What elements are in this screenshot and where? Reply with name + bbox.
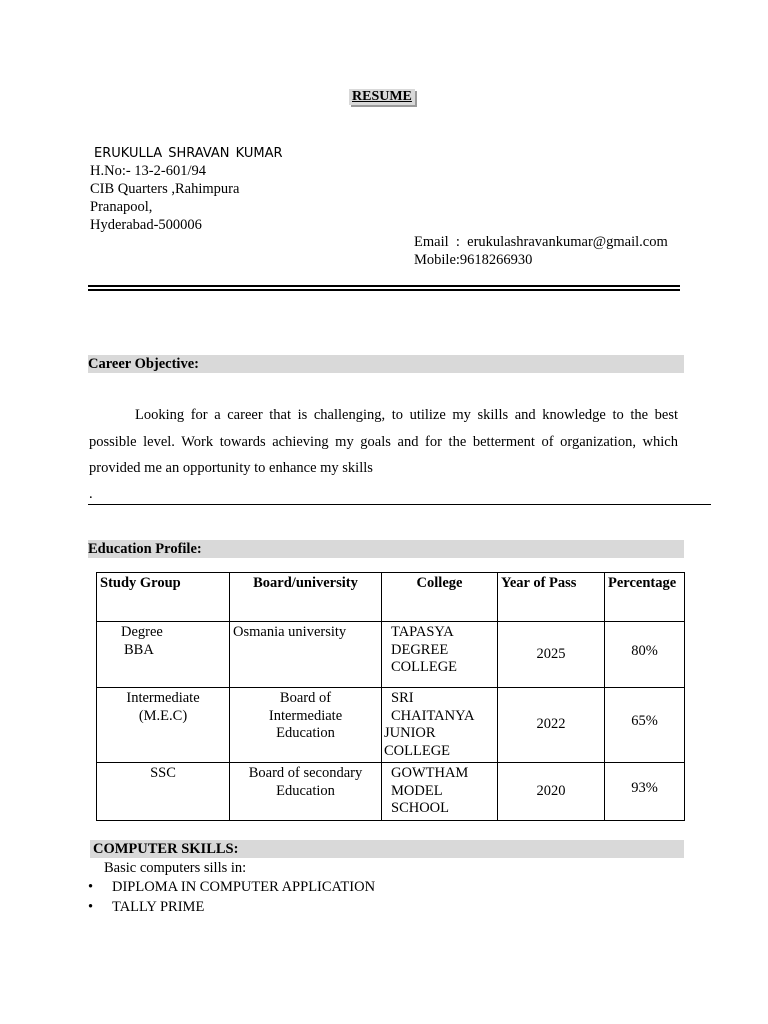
education-header-row [97, 573, 685, 622]
percentage-cell: 93% [605, 763, 685, 821]
study-group-cell: Intermediate (M.E.C) [97, 688, 230, 763]
email-line: Email : erukulashravankumar@gmail.com [414, 234, 668, 250]
education-table [96, 572, 685, 821]
year-cell: 2025 [498, 622, 605, 688]
study-group-cell: SSC [97, 763, 230, 821]
bullet-icon: • [88, 899, 94, 915]
header-college: College [382, 573, 498, 622]
percentage-cell: 65% [605, 688, 685, 763]
section-divider [88, 504, 711, 505]
college-cell: GOWTHAM MODEL SCHOOL [382, 763, 498, 821]
objective-trailing-dot: . [89, 486, 93, 502]
list-item: • DIPLOMA IN COMPUTER APPLICATION [88, 879, 376, 895]
board-cell: Board of Intermediate Education [230, 688, 382, 763]
year-cell: 2020 [498, 763, 605, 821]
mobile-line: Mobile:9618266930 [414, 252, 533, 268]
computer-skills-heading: COMPUTER SKILLS: [90, 840, 684, 858]
college-cell: TAPASYA DEGREE COLLEGE [382, 622, 498, 688]
header-board: Board/university [230, 573, 382, 622]
header-rule-bottom [88, 289, 680, 291]
education-profile-heading: Education Profile: [88, 540, 684, 558]
address-line-1: H.No:- 13-2-601/94 [90, 163, 206, 179]
header-year: Year of Pass [498, 573, 605, 622]
table-row [97, 688, 685, 763]
percentage-cell: 80% [605, 622, 685, 688]
table-row [97, 622, 685, 688]
header-study-group: Study Group [97, 573, 230, 622]
header-rule-top [88, 285, 680, 287]
address-line-3: Pranapool, [90, 199, 153, 215]
career-objective-heading: Career Objective: [88, 355, 684, 373]
college-cell: SRI CHAITANYA JUNIOR COLLEGE [382, 688, 498, 763]
candidate-name: ERUKULLA SHRAVAN KUMAR [94, 146, 283, 161]
header-percentage: Percentage [605, 573, 685, 622]
table-row [97, 763, 685, 821]
address-line-2: CIB Quarters ,Rahimpura [90, 181, 240, 197]
career-objective-body: Looking for a career that is challenging, to utilize my skills and knowledge to the best possible level. Work towards achieving my goals and for the betterment of organization, which provided me an opportunity to enhance my skills [89, 407, 678, 476]
bullet-icon: • [88, 879, 94, 895]
study-group-cell: Degree BBA [97, 622, 230, 688]
board-cell: Osmania university [230, 622, 382, 688]
address-line-4: Hyderabad-500006 [90, 217, 202, 233]
board-cell: Board of secondary Education [230, 763, 382, 821]
list-item: • TALLY PRIME [88, 899, 205, 915]
career-objective-text [89, 402, 678, 482]
resume-title: RESUME [349, 89, 415, 105]
year-cell: 2022 [498, 688, 605, 763]
skills-intro: Basic computers sills in: [104, 860, 247, 876]
